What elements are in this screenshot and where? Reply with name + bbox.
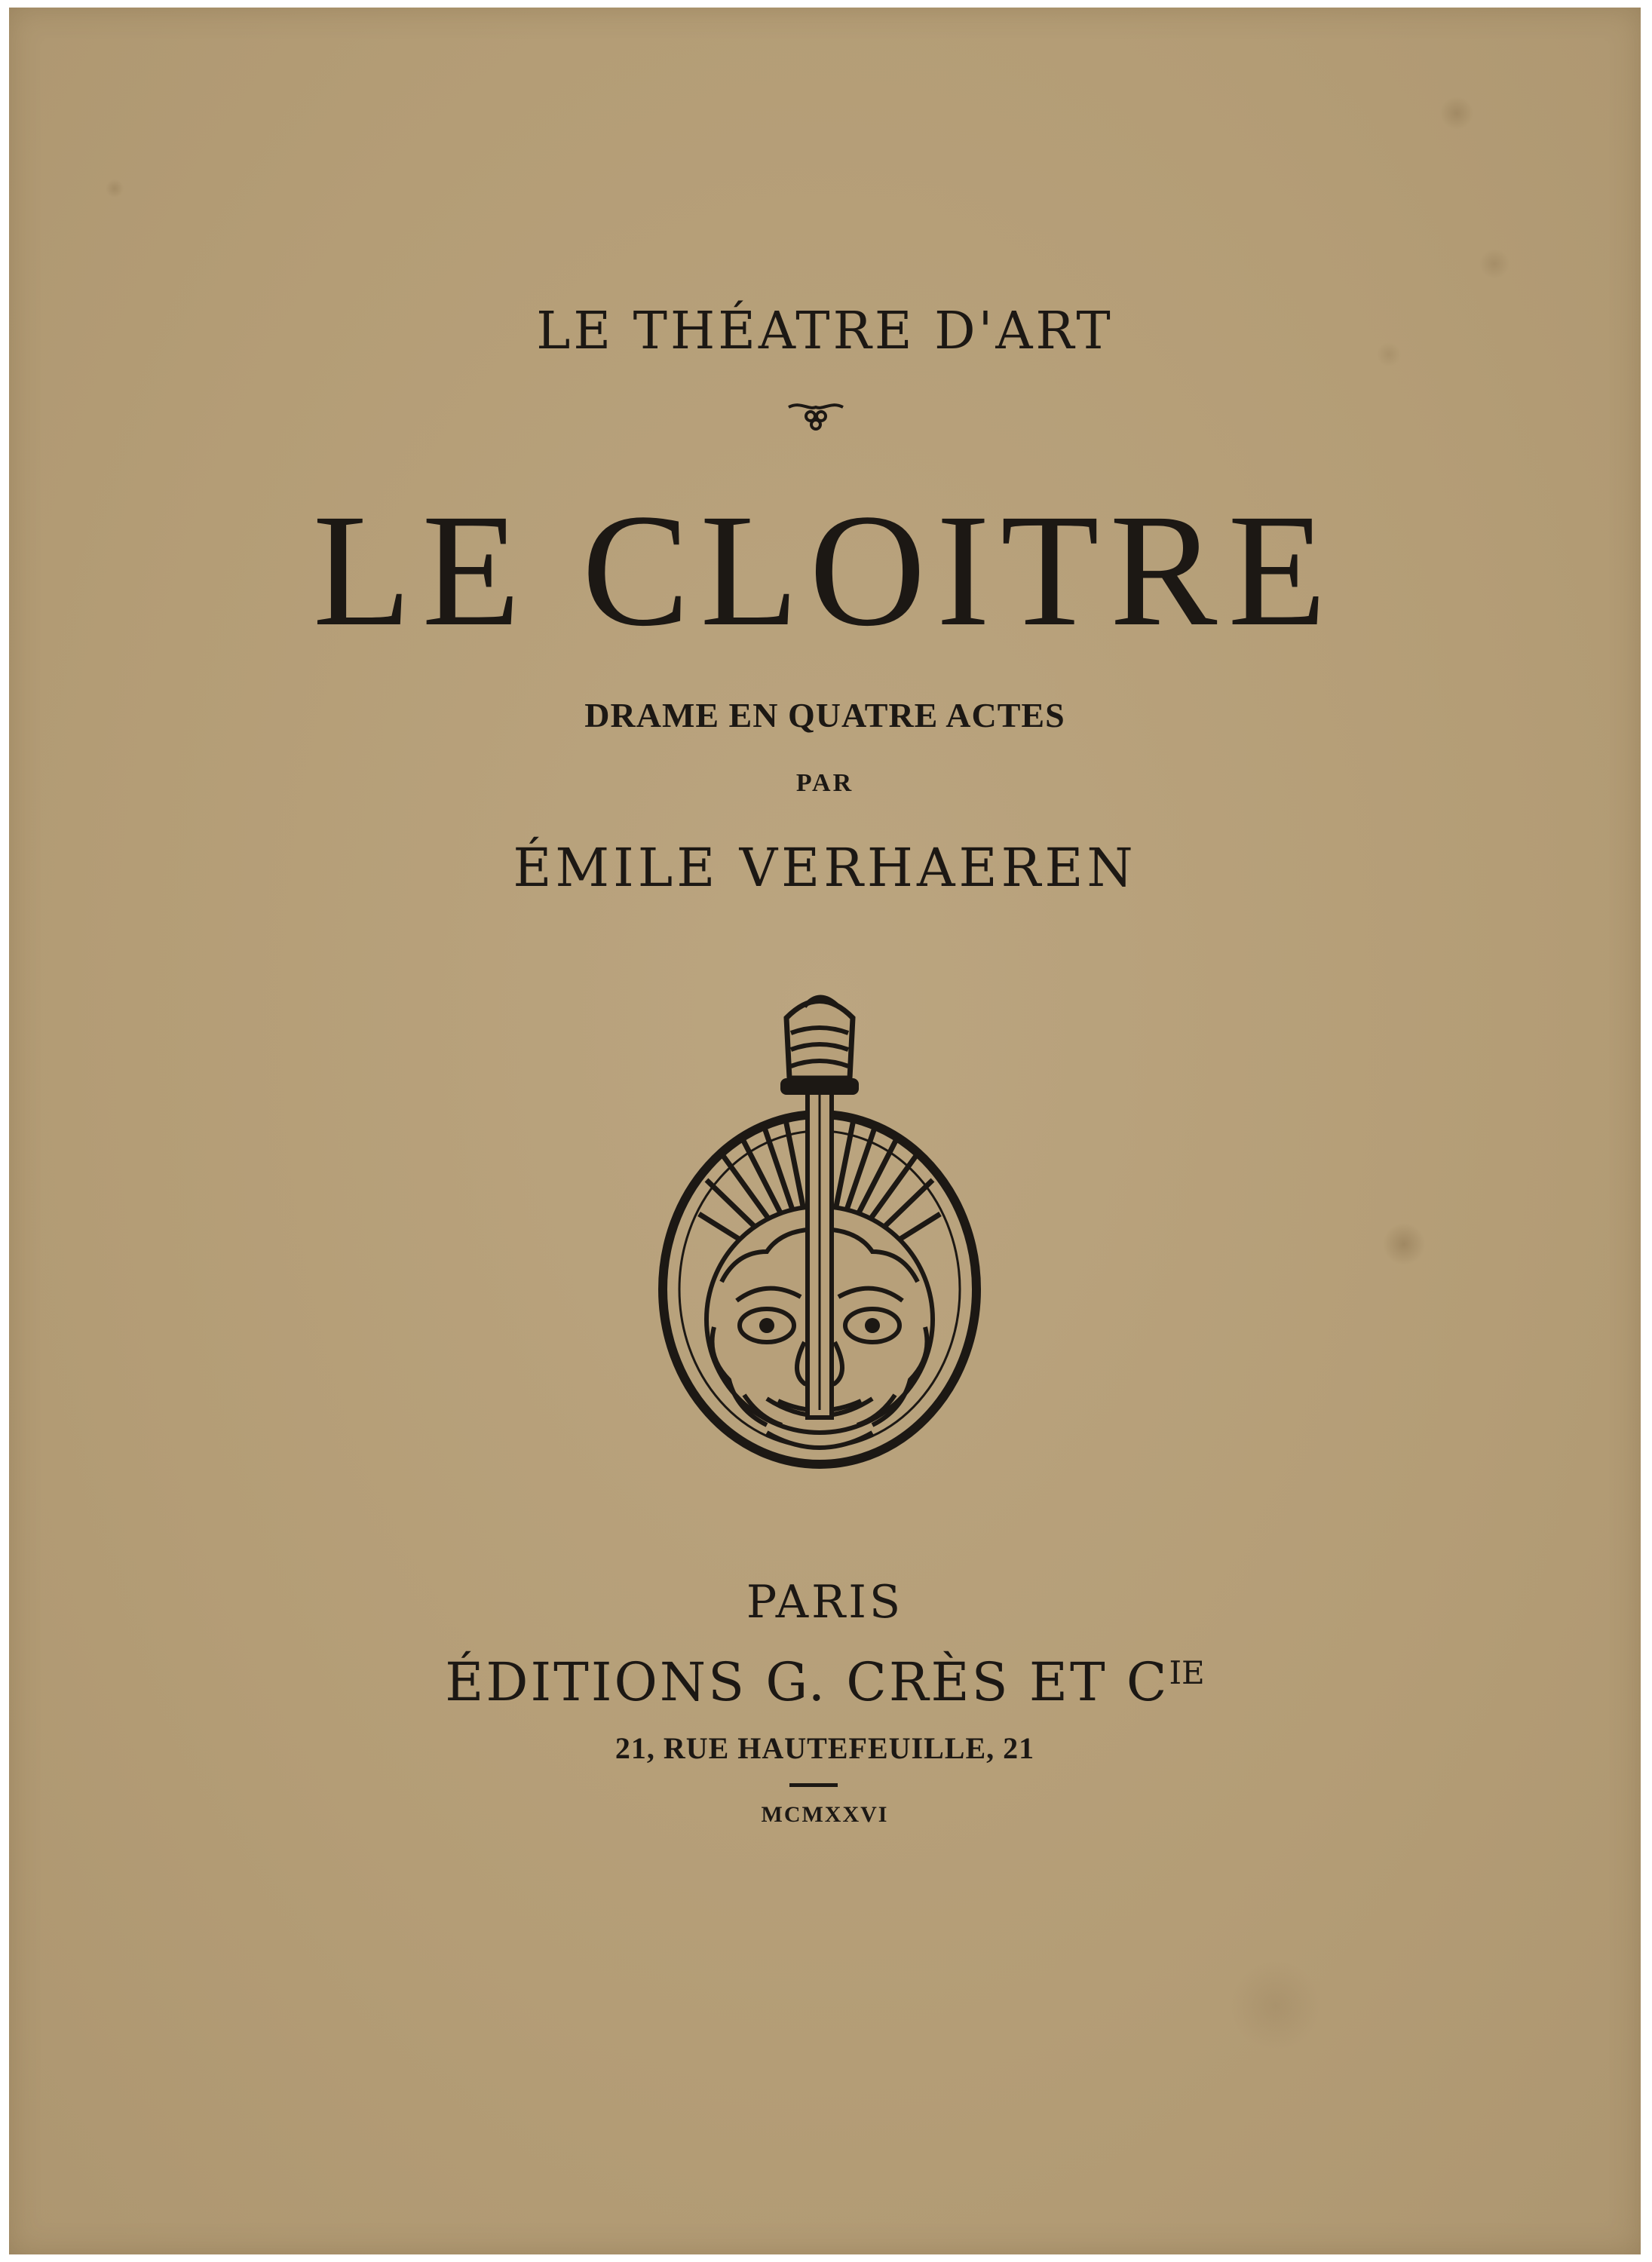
divider-rule bbox=[789, 1783, 838, 1787]
author-name: ÉMILE VERHAEREN bbox=[513, 837, 1137, 899]
publication-city: PARIS bbox=[746, 1576, 904, 1629]
fleuron-icon bbox=[786, 400, 846, 433]
publisher-name bbox=[9, 1651, 1641, 1713]
book-cover bbox=[9, 8, 1641, 2254]
publisher-address: 21, RUE HAUTEFEUILLE, 21 bbox=[615, 1731, 1035, 1765]
publisher-superscript: IE bbox=[1169, 1654, 1205, 1691]
publication-year: MCMXXVI bbox=[761, 1802, 889, 1827]
book-title: LE CLOITRE bbox=[312, 481, 1338, 660]
mask-sword-emblem-icon bbox=[654, 988, 985, 1470]
publisher-name-text: ÉDITIONS G. CRÈS ET C bbox=[445, 1651, 1169, 1713]
by-line: PAR bbox=[795, 769, 854, 797]
series-title: LE THÉATRE D'ART bbox=[536, 302, 1114, 361]
book-subtitle: DRAME EN QUATRE ACTES bbox=[584, 696, 1065, 734]
